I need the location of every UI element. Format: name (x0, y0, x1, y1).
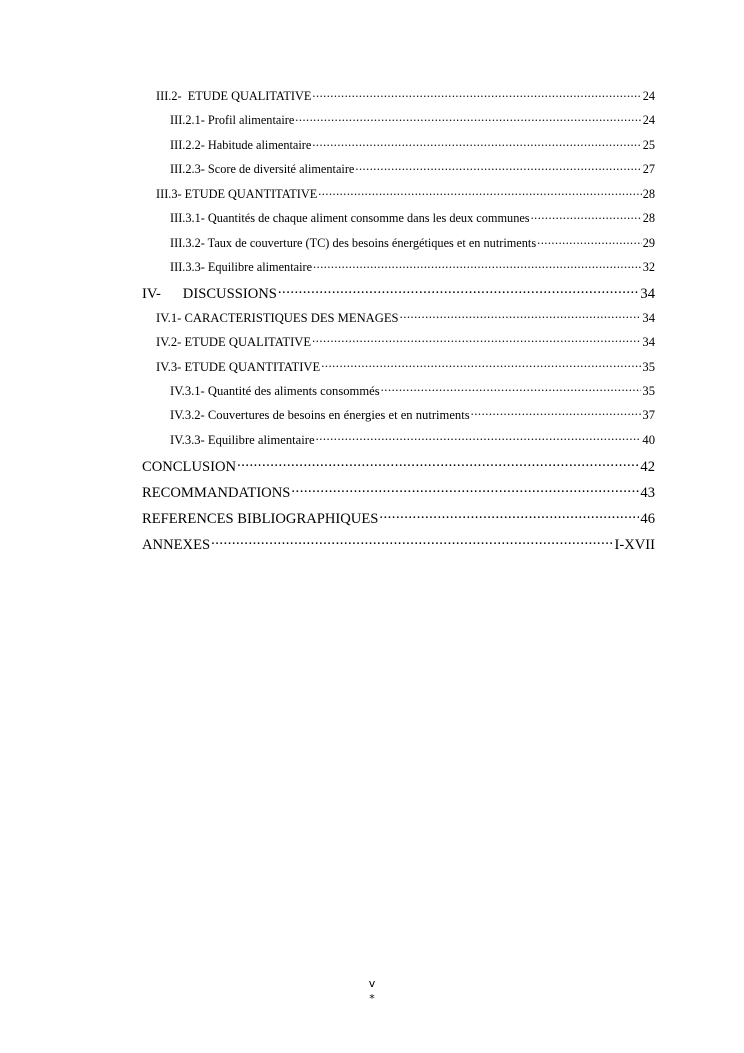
toc-entry-label: III.3.3- Equilibre alimentaire (170, 260, 313, 275)
toc-entry-page: 34 (642, 310, 655, 325)
toc-entry-label: III.3.1- Quantités de chaque aliment consomme dans les deux communes (170, 211, 530, 226)
toc-entry-page: 34 (642, 334, 655, 349)
toc-entry-label: III.3- ETUDE QUANTITATIVE (156, 187, 318, 202)
toc-entry-label: RECOMMANDATIONS (142, 484, 291, 501)
toc-entry-page: 35 (642, 383, 655, 398)
toc-entry[interactable] (156, 333, 655, 349)
toc-entry-page: 35 (642, 359, 655, 374)
toc-leader-dots (531, 210, 642, 222)
toc-entry-page: 24 (642, 113, 655, 128)
toc-entry[interactable] (156, 309, 655, 325)
toc-leader-dots (211, 534, 613, 549)
toc-entry-page: 37 (642, 407, 655, 422)
toc-entry-label: IV.3.1- Quantité des aliments consommés (170, 383, 380, 398)
toc-entry-page: 29 (642, 236, 655, 251)
toc-entry-label: III.2- ETUDE QUALITATIVE (156, 89, 312, 104)
toc-entry[interactable] (142, 508, 655, 527)
toc-entry-label: IV.3.3- Equilibre alimentaire (170, 432, 315, 447)
toc-leader-dots (291, 482, 639, 497)
toc-leader-dots (312, 333, 641, 346)
toc-entry[interactable] (170, 161, 655, 176)
toc-entry[interactable] (170, 210, 655, 225)
toc-entry[interactable] (170, 431, 655, 447)
toc-entry-label: IV.2- ETUDE QUALITATIVE (156, 334, 312, 349)
toc-entry-label: IV.3- ETUDE QUANTITATIVE (156, 359, 321, 374)
toc-entry-label: REFERENCES BIBLIOGRAPHIQUES (142, 510, 379, 527)
toc-leader-dots (537, 235, 642, 247)
toc-entry-label: IV.3.2- Couvertures de besoins en énergies et en nutriments (170, 407, 470, 422)
toc-entry-page: 42 (640, 458, 655, 475)
toc-entry[interactable] (170, 382, 655, 398)
toc-entry-page: 28 (642, 211, 655, 226)
toc-leader-dots (355, 161, 641, 173)
toc-leader-dots (316, 431, 642, 444)
toc-entry-page: 28 (642, 187, 655, 202)
toc-leader-dots (321, 358, 641, 371)
toc-leader-dots (295, 112, 641, 124)
toc-entry[interactable] (170, 235, 655, 250)
toc-entry-page: I-XVII (614, 536, 655, 553)
toc-entry[interactable] (142, 456, 655, 475)
toc-leader-dots (381, 382, 642, 395)
toc-entry-page: 25 (642, 138, 655, 153)
toc-entry-page: 46 (640, 510, 655, 527)
toc-entry-label: III.2.2- Habitude alimentaire (170, 138, 312, 153)
toc-entry-page: 27 (642, 162, 655, 177)
toc-entry-page: 43 (640, 484, 655, 501)
toc-entry-page: 32 (642, 260, 655, 275)
toc-entry[interactable] (142, 534, 655, 553)
toc-entry-page: 34 (640, 285, 655, 302)
toc-entry[interactable] (170, 112, 655, 127)
toc-entry[interactable] (142, 482, 655, 501)
toc-entry[interactable] (170, 406, 655, 422)
toc-entry-label: III.2.3- Score de diversité alimentaire (170, 162, 355, 177)
toc-leader-dots (278, 283, 640, 298)
toc-leader-dots (313, 259, 642, 271)
toc-entry[interactable] (142, 283, 655, 302)
toc-entry-label: ANNEXES (142, 536, 211, 553)
footer-mark: * (369, 992, 375, 1005)
toc-entry-page: 24 (642, 89, 655, 104)
toc-entry-page: 40 (642, 432, 655, 447)
toc-leader-dots (379, 508, 639, 523)
toc-entry-label: III.2.1- Profil alimentaire (170, 113, 295, 128)
toc-entry[interactable] (156, 186, 655, 201)
toc-leader-dots (400, 309, 642, 322)
toc-entry[interactable] (170, 259, 655, 274)
toc-leader-dots (318, 186, 641, 198)
toc-leader-dots (237, 456, 639, 471)
toc-leader-dots (312, 88, 641, 100)
toc-entry-label: IV- DISCUSSIONS (142, 285, 277, 302)
toc-entry[interactable] (156, 358, 655, 374)
toc-leader-dots (312, 137, 641, 149)
page-number: v (368, 977, 376, 990)
toc-entry-label: III.3.2- Taux de couverture (TC) des besoins énergétiques et en nutriments (170, 236, 537, 251)
toc-entry-label: IV.1- CARACTERISTIQUES DES MENAGES (156, 310, 399, 325)
toc-entry[interactable] (156, 88, 655, 103)
toc-entry[interactable] (170, 137, 655, 152)
toc-entry-label: CONCLUSION (142, 458, 237, 475)
toc-leader-dots (471, 406, 642, 419)
